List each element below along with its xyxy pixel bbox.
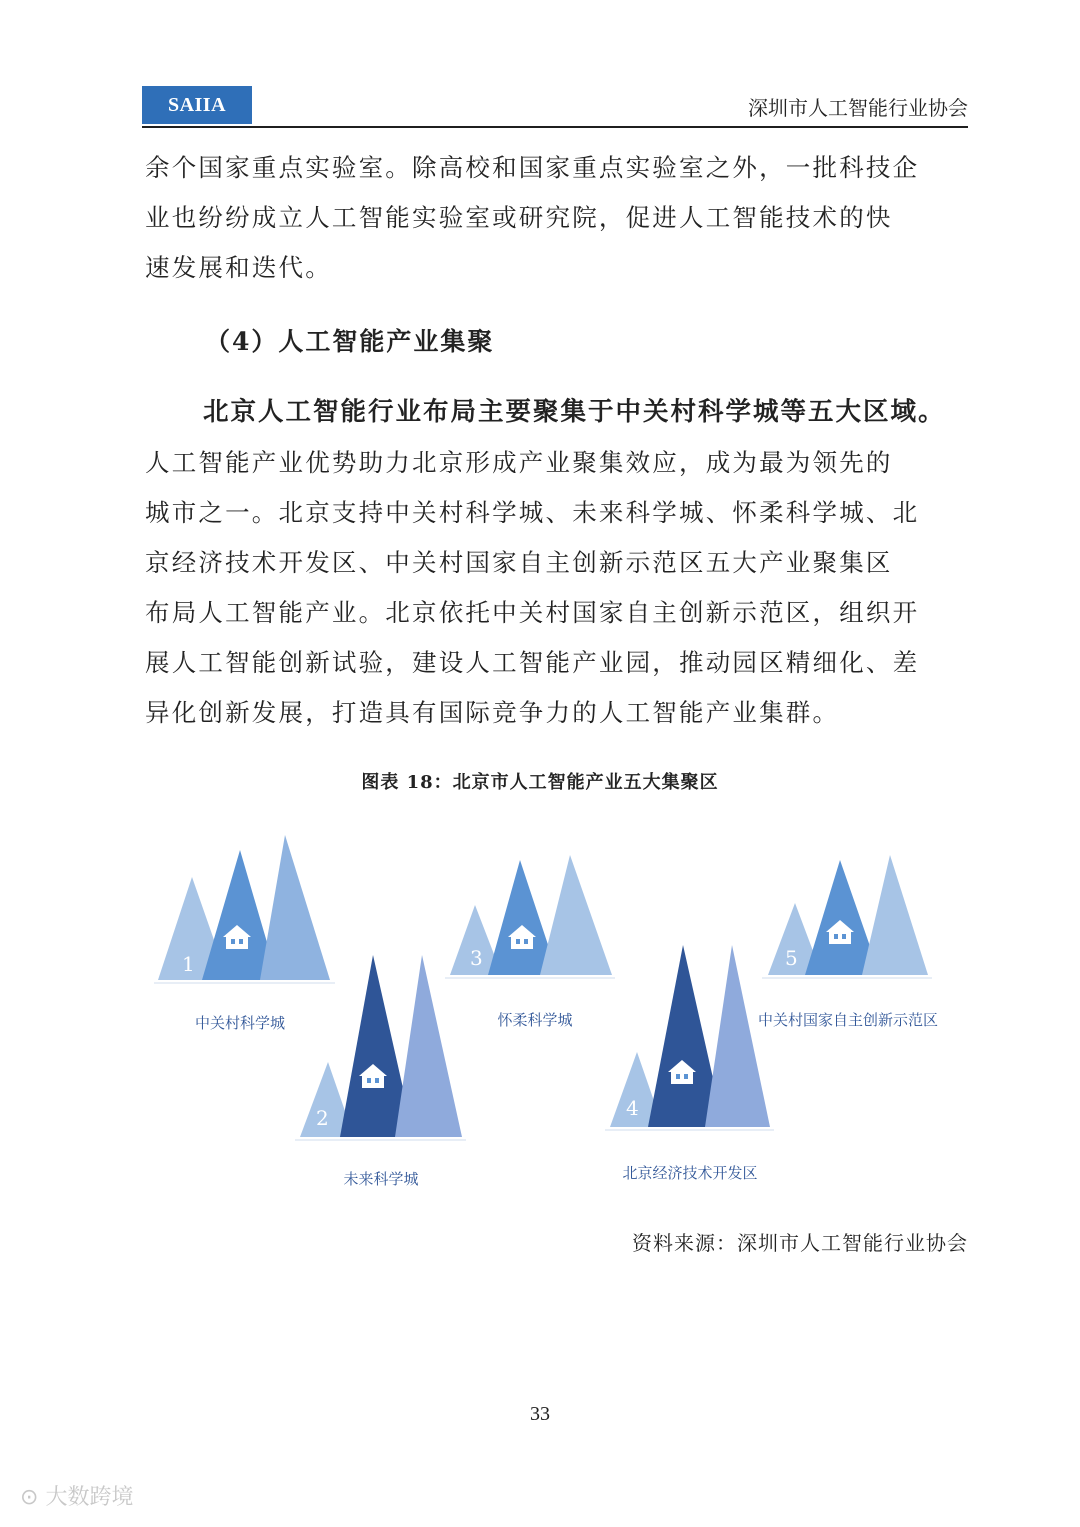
watermark — [20, 1480, 133, 1511]
text-line: 余个国家重点实验室。除高校和国家重点实验室之外，一批科技企 — [145, 153, 920, 182]
text-line: 布局人工智能产业。北京依托中关村国家自主创新示范区，组织开 — [145, 598, 920, 627]
zone-1-mountains — [154, 835, 335, 1032]
page-header — [142, 86, 968, 128]
lead-sentence: 北京人工智能行业布局主要聚集于中关村科学城等五大区域。 — [203, 397, 946, 427]
zone-label: 北京经济技术开发区 — [622, 1164, 758, 1182]
zone-number: 3 — [470, 946, 483, 970]
paragraph-body — [145, 438, 970, 738]
paragraph-intro — [145, 143, 970, 293]
zone-label: 未来科学城 — [343, 1170, 419, 1188]
zone-3-mountains — [445, 855, 615, 1029]
five-zones-figure — [140, 815, 950, 1195]
section-heading: （4）人工智能产业集聚 — [205, 327, 495, 356]
figure-caption: 图表 18：北京市人工智能产业五大集聚区 — [361, 772, 719, 793]
watermark-text: 大数跨境 — [45, 1485, 134, 1510]
text-line: 京经济技术开发区、中关村国家自主创新示范区五大产业聚集区 — [145, 548, 893, 577]
page-number: 33 — [530, 1403, 550, 1425]
zone-number: 5 — [785, 946, 798, 970]
text-line: 展人工智能创新试验，建设人工智能产业园，推动园区精细化、差 — [145, 648, 920, 677]
text-line: 异化创新发展，打造具有国际竞争力的人工智能产业集群。 — [145, 698, 840, 727]
brand-badge: SAIIA — [142, 86, 252, 124]
zone-4-mountains — [605, 945, 774, 1182]
zone-5-mountains — [758, 855, 938, 1029]
header-org-name: 深圳市人工智能行业协会 — [748, 96, 968, 120]
zone-label: 怀柔科学城 — [497, 1011, 573, 1029]
zone-label: 中关村国家自主创新示范区 — [757, 1011, 939, 1029]
text-line: 速发展和迭代。 — [145, 253, 332, 282]
zone-number: 1 — [182, 952, 195, 976]
source-note: 资料来源：深圳市人工智能行业协会 — [632, 1231, 968, 1255]
zone-2-mountains — [295, 955, 466, 1188]
zone-number: 4 — [626, 1096, 639, 1120]
watermark-icon: ⊙ — [20, 1485, 39, 1510]
text-line: 业也纷纷成立人工智能实验室或研究院，促进人工智能技术的快 — [145, 203, 893, 232]
text-line: 人工智能产业优势助力北京形成产业聚集效应，成为最为领先的 — [145, 448, 893, 477]
text-line: 城市之一。北京支持中关村科学城、未来科学城、怀柔科学城、北 — [145, 498, 920, 527]
zone-label: 中关村科学城 — [194, 1014, 286, 1032]
zone-number: 2 — [316, 1106, 329, 1130]
